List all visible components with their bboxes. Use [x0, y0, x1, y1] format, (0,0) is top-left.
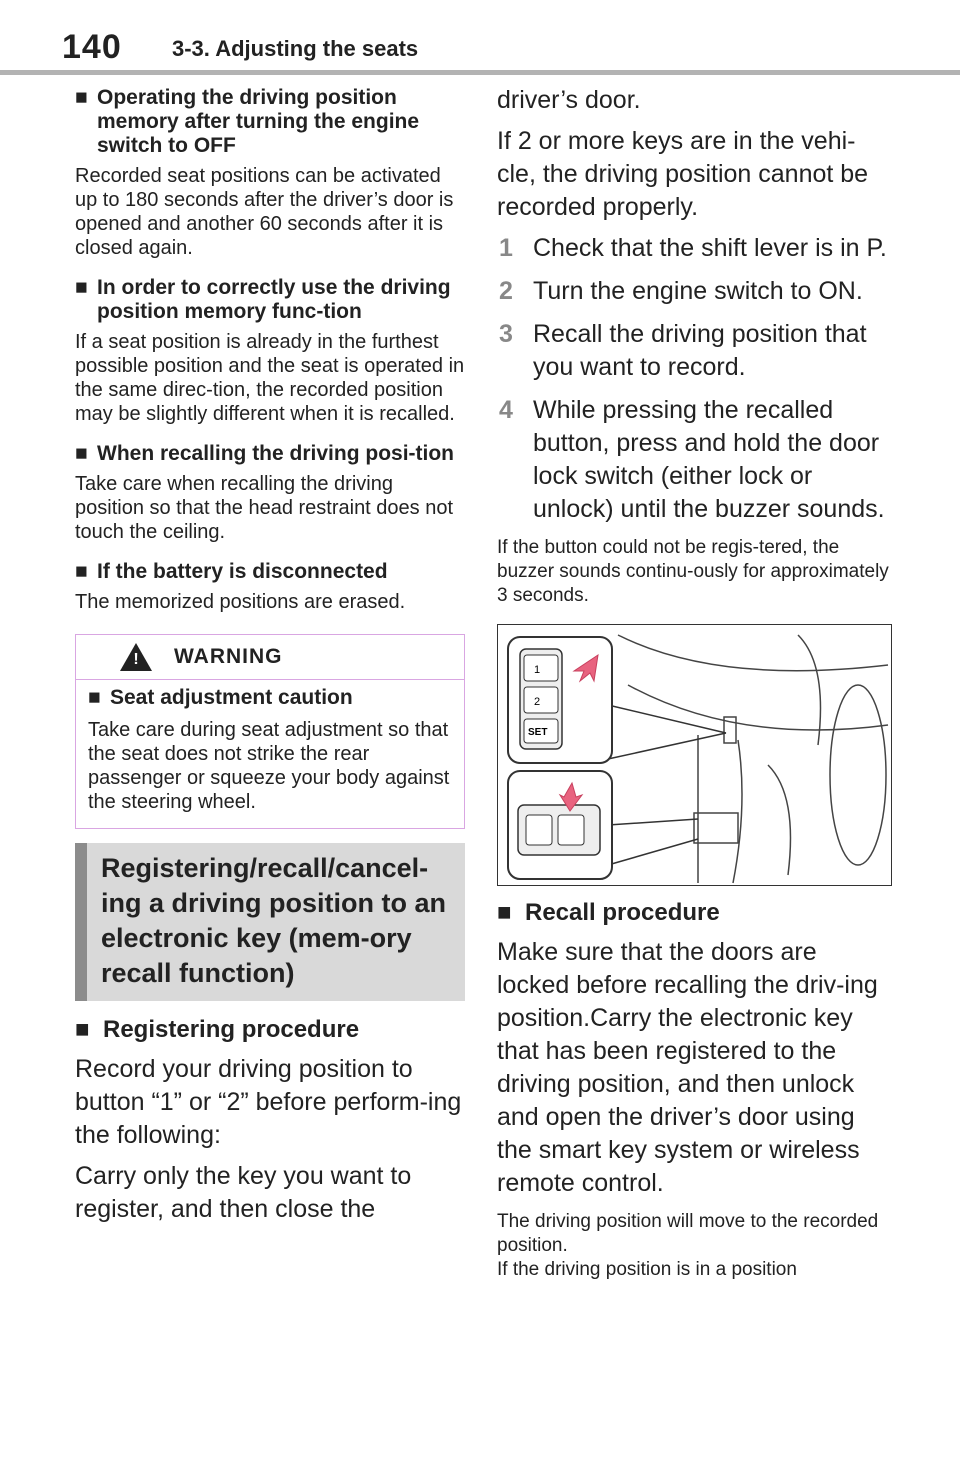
- info-block-recalling: [75, 442, 465, 544]
- warning-subheading: Seat adjustment caution: [110, 686, 353, 709]
- paragraph: driver’s door.: [497, 86, 641, 114]
- square-bullet-icon: ■: [75, 1016, 90, 1043]
- chapter-title: 3-3. Adjusting the seats: [172, 36, 419, 61]
- left-column: [75, 86, 465, 1234]
- figure-label-2: 2: [534, 696, 541, 708]
- paragraph: If the driving position is in a position: [497, 1259, 797, 1280]
- page-number: 140: [62, 28, 122, 66]
- step-number: 3: [499, 320, 513, 348]
- figure-label-1: 1: [534, 664, 541, 676]
- subheading: When recalling the driving posi-tion: [97, 442, 455, 465]
- warning-box: [75, 634, 465, 829]
- info-block-correct-use: [75, 276, 465, 426]
- info-block-memory-after-off: [75, 86, 465, 260]
- paragraph: Make sure that the doors are locked before recalling the driv-ing position.Carry the electronic key that has been registered to the driving position, and then unlock and open the driver’s door using the smart key system or wireless remote control.: [497, 938, 878, 1197]
- right-column: [497, 84, 892, 1292]
- step-number: 4: [499, 396, 513, 424]
- info-block-battery: [75, 560, 465, 614]
- paragraph: Take care when recalling the driving position so that the head restraint does not touch the ceiling.: [75, 473, 454, 543]
- subheading: In order to correctly use the driving position memory func-tion: [97, 276, 451, 323]
- step-number: 2: [499, 277, 513, 305]
- step-list: [497, 232, 892, 526]
- recall-heading: Recall procedure: [525, 899, 720, 926]
- illustration-svg: [498, 625, 890, 885]
- paragraph: Recorded seat positions can be activated up to 180 seconds after the driver’s door is opened and another 60 seconds after it is closed again.: [75, 165, 454, 259]
- subheading: If the battery is disconnected: [97, 560, 388, 583]
- warning-text: Take care during seat adjustment so that the seat does not strike the rear passenger or squeeze your body against the steering wheel.: [88, 719, 450, 813]
- note-text: If the button could not be regis-tered, the buzzer sounds continu-ously for approximately 3 seconds.: [497, 537, 889, 606]
- step-item: 3 Recall the driving position that you want to record.: [499, 320, 867, 381]
- square-bullet-icon: ■: [75, 86, 88, 109]
- square-bullet-icon: ■: [75, 560, 88, 583]
- registering-block: [75, 1015, 465, 1226]
- step-item: 1 Check that the shift lever is in P.: [497, 232, 892, 265]
- header-rule: [0, 70, 960, 75]
- square-bullet-icon: ■: [75, 276, 88, 299]
- door-memory-switch-illustration: [497, 624, 892, 886]
- section-title: Registering/recall/cancel-ing a driving position to an electronic key (mem-ory recall function): [75, 843, 465, 1001]
- recall-block: [497, 898, 892, 1282]
- step-item: 4 While pressing the recalled button, press and hold the door lock switch (either lock or unlock) until the buzzer sounds.: [499, 396, 885, 523]
- square-bullet-icon: ■: [75, 442, 88, 465]
- paragraph: Carry only the key you want to register, and then close the: [75, 1162, 412, 1223]
- warning-body: [76, 680, 464, 828]
- paragraph: Record your driving position to button “1” or “2” before perform-ing the following:: [75, 1055, 462, 1149]
- subheading: Operating the driving position memory after turning the engine switch to OFF: [97, 86, 420, 157]
- paragraph: The memorized positions are erased.: [75, 591, 406, 613]
- registering-heading: Registering procedure: [103, 1016, 360, 1043]
- paragraph: If 2 or more keys are in the vehi-cle, the driving position cannot be recorded properly.: [497, 127, 869, 221]
- warning-header: ! WARNING: [76, 635, 464, 680]
- paragraph: The driving position will move to the recorded position.: [497, 1211, 879, 1256]
- page-header: [0, 0, 960, 76]
- square-bullet-icon: ■: [88, 686, 101, 709]
- figure-label-set: SET: [528, 727, 548, 738]
- warning-title: WARNING: [174, 645, 283, 668]
- step-item: 2 Turn the engine switch to ON.: [497, 275, 892, 308]
- step-number: 1: [499, 234, 513, 262]
- paragraph: If a seat position is already in the furthest possible position and the seat is operated in the same direc-tion, the recorded position may be slightly different when it is recalled.: [75, 331, 465, 425]
- square-bullet-icon: ■: [497, 899, 512, 926]
